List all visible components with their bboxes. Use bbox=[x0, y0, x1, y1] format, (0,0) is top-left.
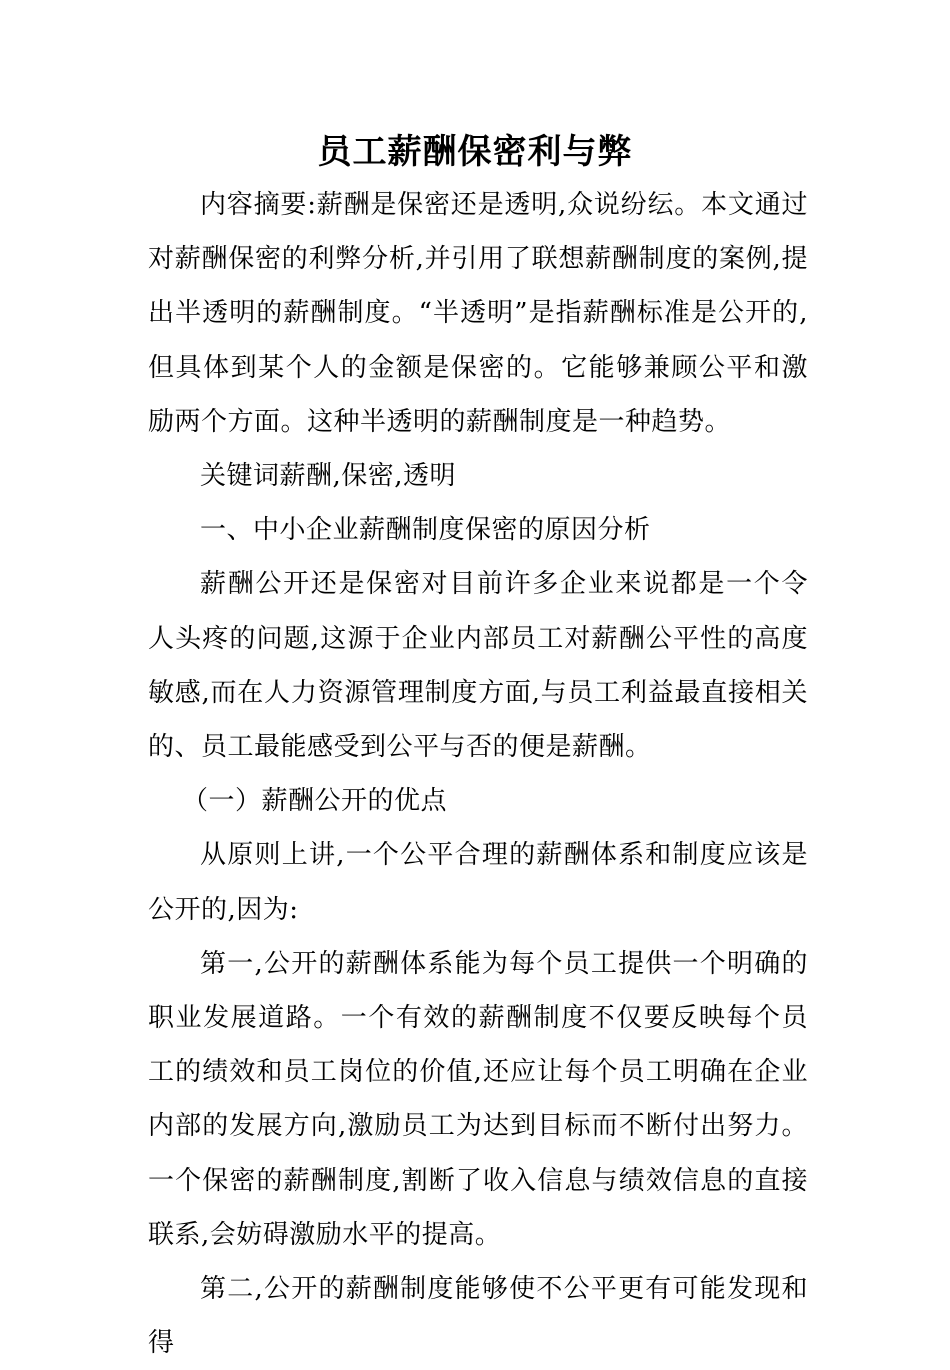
body-paragraph: 从原则上讲,一个公平合理的薪酬体系和制度应该是公开的,因为: bbox=[148, 840, 808, 925]
section-heading-1: 一、中小企业薪酬制度保密的原因分析 bbox=[200, 515, 651, 546]
document-title: 员工薪酬保密利与弊 bbox=[317, 132, 633, 172]
body-paragraph: 薪酬公开还是保密对目前许多企业来说都是一个令人头疼的问题,这源于企业内部员工对薪酬公平性的高度敏感,而在人力资源管理制度方面,与员工利益最直接相关的、员工最能感受到公平与否的便是薪酬。 bbox=[148, 569, 808, 763]
body-paragraph: 第二,公开的薪酬制度能够使不公平更有可能发现和得 bbox=[148, 1274, 808, 1359]
body-paragraph: 第一,公开的薪酬体系能为每个员工提供一个明确的职业发展道路。一个有效的薪酬制度不仅要反映每个员工的绩效和员工岗位的价值,还应让每个员工明确在企业内部的发展方向,激励员工为达到目标而不断付出努力。一个保密的薪酬制度,割断了收入信息与绩效信息的直接联系,会妨碍激励水平的提高。 bbox=[148, 948, 808, 1250]
abstract-paragraph: 内容摘要:薪酬是保密还是透明,众说纷纭。本文通过对薪酬保密的利弊分析,并引用了联想薪酬制度的案例,提出半透明的薪酬制度。“半透明”是指薪酬标准是公开的,但具体到某个人的金额是保密的。它能够兼顾公平和激励两个方面。这种半透明的薪酬制度是一种趋势。 bbox=[148, 190, 808, 437]
document-body bbox=[148, 178, 808, 1370]
subsection-heading-1: （一）薪酬公开的优点 bbox=[182, 786, 448, 817]
keywords-line: 关键词薪酬,保密,透明 bbox=[200, 461, 457, 492]
